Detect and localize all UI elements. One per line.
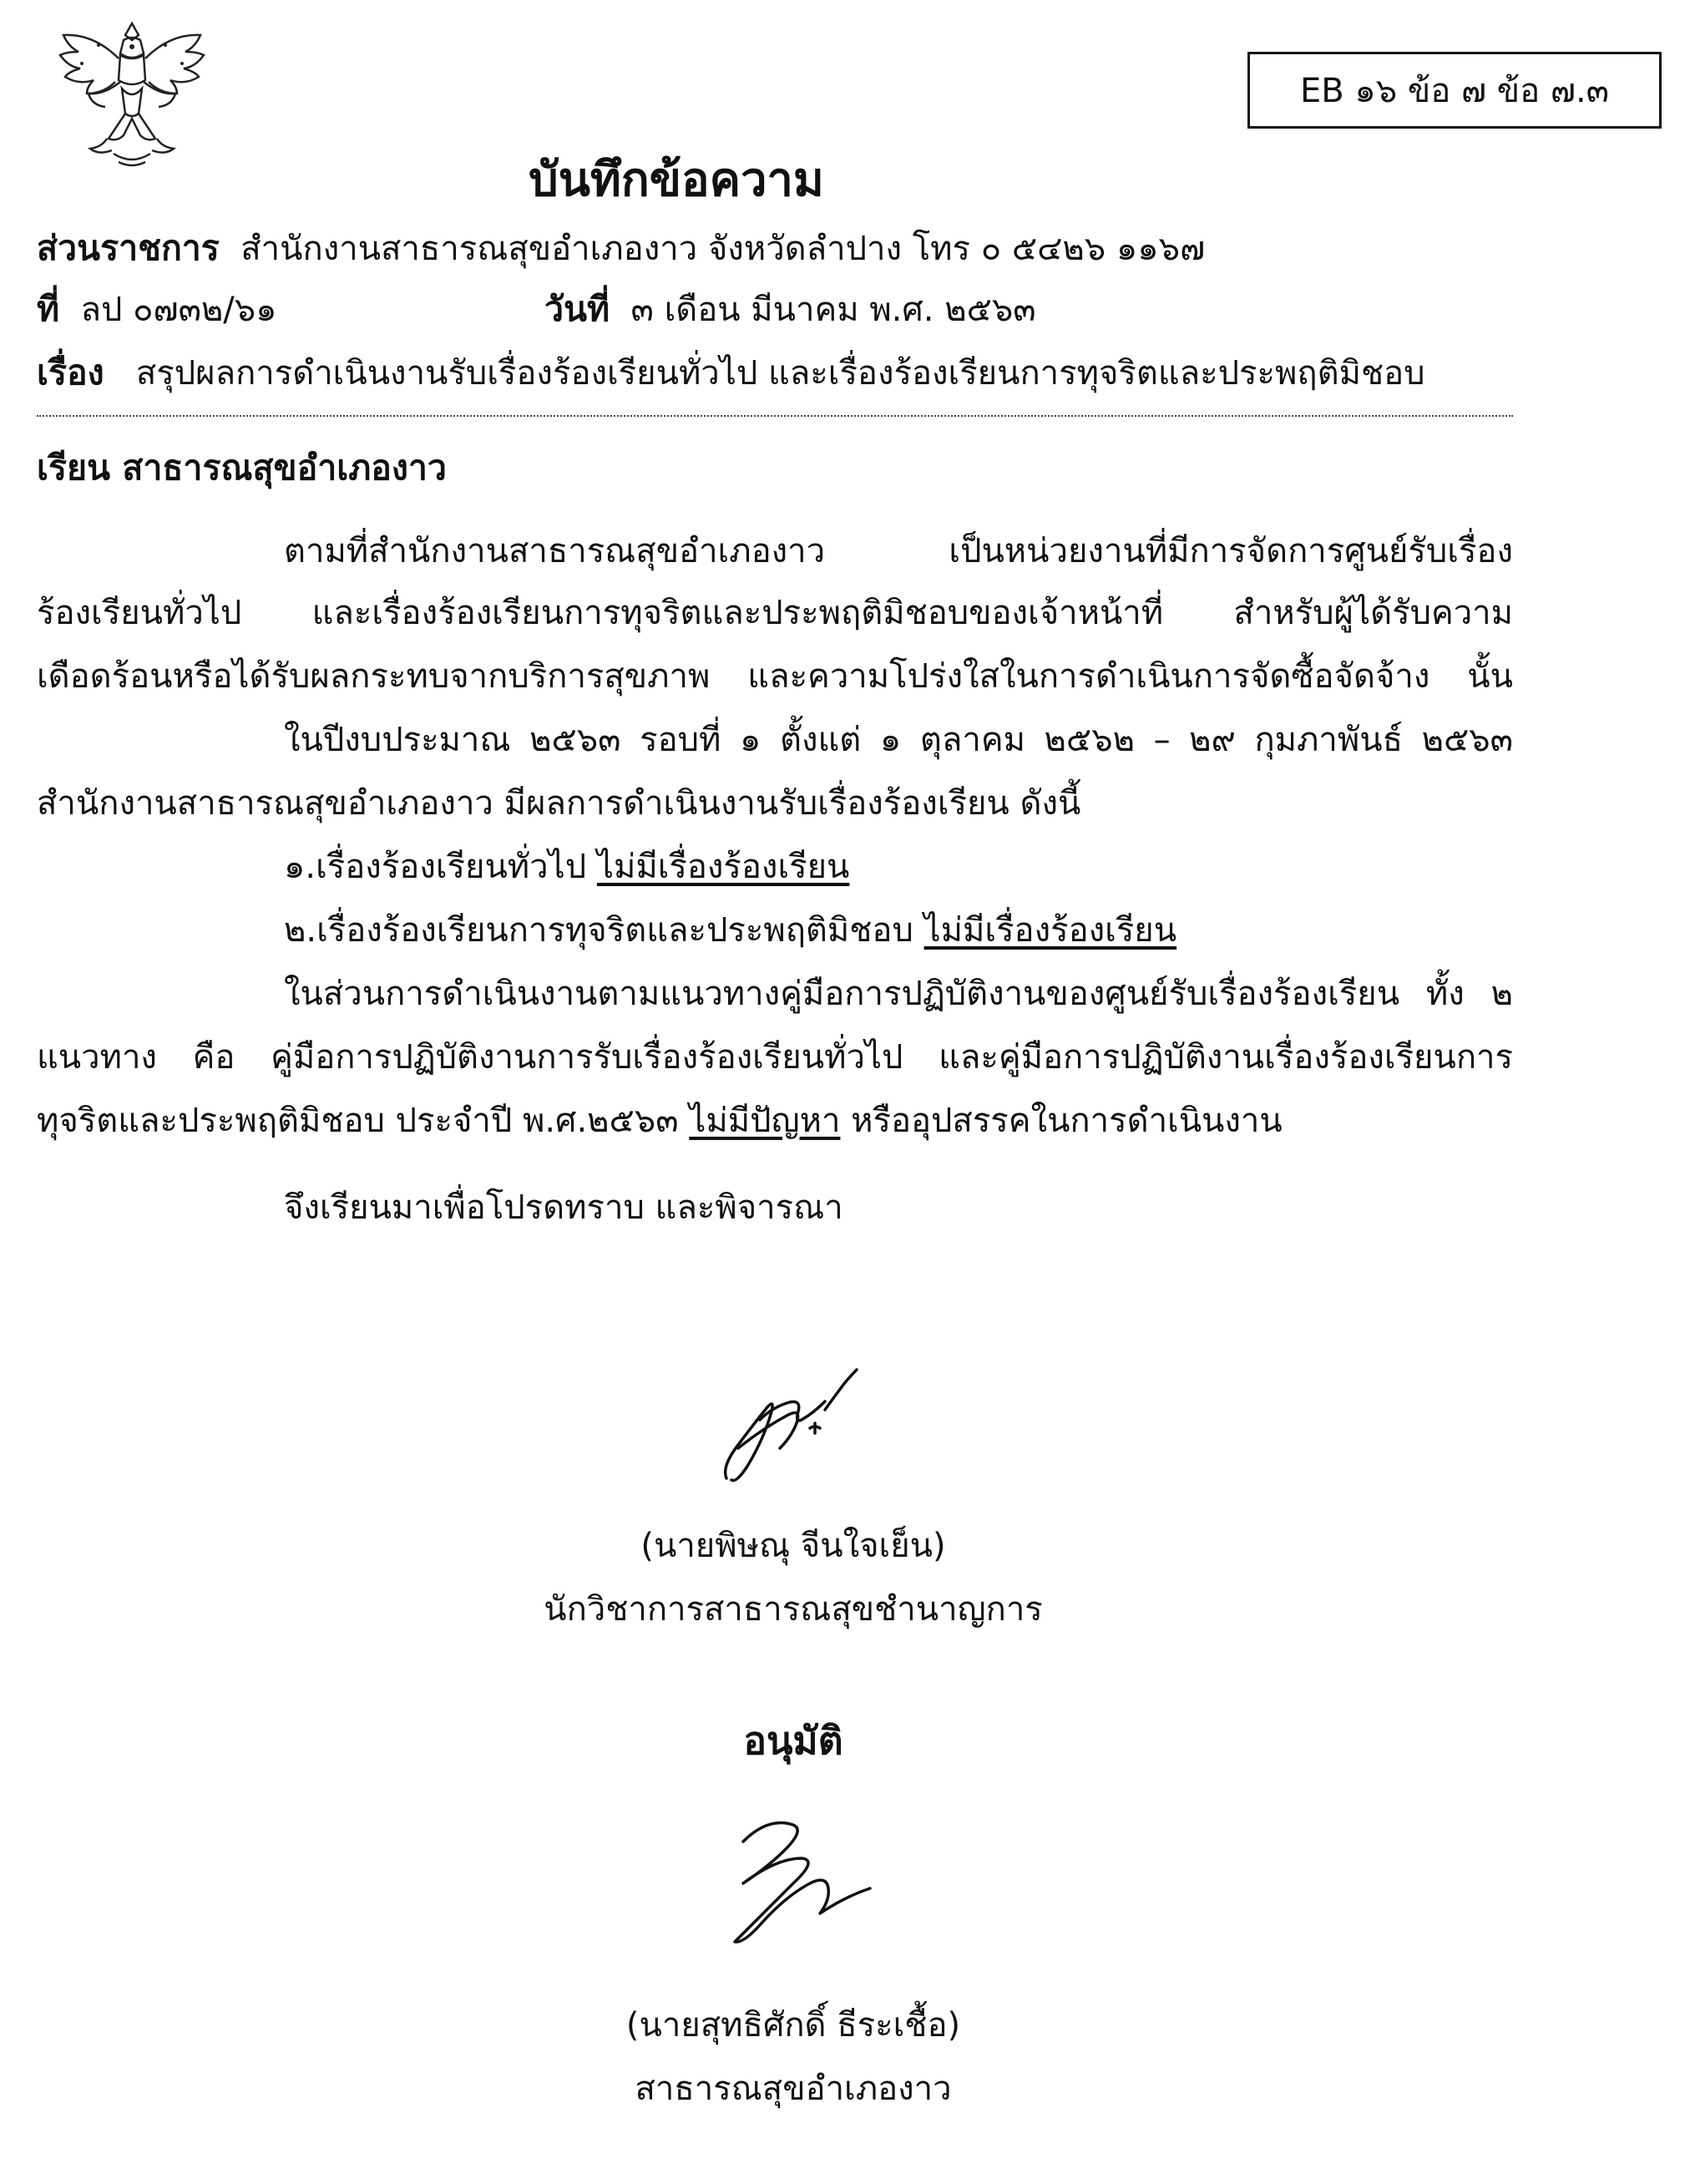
result-item-2-status: ไม่มีเรื่องร้องเรียน bbox=[923, 911, 1177, 950]
subject-row bbox=[37, 346, 1425, 400]
date-row bbox=[544, 282, 1036, 337]
agency-row bbox=[37, 221, 1205, 276]
date-label: วันที่ bbox=[544, 289, 610, 329]
signer-2-name: (นายสุทธิศักดิ์ ธีระเชื้อ) bbox=[625, 2006, 961, 2045]
result-item-1-text: ๑.เรื่องร้องเรียนทั่วไป bbox=[284, 848, 597, 886]
reference-box bbox=[1247, 52, 1662, 129]
body-paragraph-1-line-2: ร้องเรียนทั่วไป และเรื่องร้องเรียนการทุจริตและประพฤติมิชอบของเจ้าหน้าที่ สำหรับผู้ได้รับความ bbox=[37, 594, 1513, 632]
body-paragraph-3-line-1: ในส่วนการดำเนินงานตามแนวทางคู่มือการปฏิบัติงานของศูนย์รับเรื่องร้องเรียน ทั้ง ๒ bbox=[284, 975, 1513, 1013]
body-paragraph-3-line-3-end: หรืออุปสรรคในการดำเนินงาน bbox=[840, 1102, 1283, 1140]
body-paragraph-3-line-3 bbox=[37, 1104, 1513, 1138]
body-paragraph-3-line-2: แนวทาง คือ คู่มือการปฏิบัติงานการรับเรื่องร้องเรียนทั่วไป และคู่มือการปฏิบัติงานเรื่องร้องเรียนการ bbox=[37, 1038, 1513, 1077]
reference-code: EB ๑๖ ข้อ ๗ ข้อ ๗.๓ bbox=[1299, 72, 1610, 110]
result-item-1 bbox=[37, 850, 1513, 884]
result-item-2-text: ๒.เรื่องร้องเรียนการทุจริตและประพฤติมิชอบ bbox=[284, 911, 924, 950]
number-label: ที่ bbox=[37, 289, 60, 329]
agency-label: ส่วนราชการ bbox=[37, 228, 220, 268]
body-paragraph-3-line-3-start: ทุจริตและประพฤติมิชอบ ประจำปี พ.ศ.๒๕๖๓ bbox=[37, 1102, 690, 1140]
signature-2 bbox=[693, 1808, 885, 1959]
closing-line: จึงเรียนมาเพื่อโปรดทราบ และพิจารณา bbox=[284, 1188, 843, 1227]
body-paragraph-2-line-2: สำนักงานสาธารณสุขอำเภองาว มีผลการดำเนินงานรับเรื่องร้องเรียน ดังนี้ bbox=[37, 784, 1081, 823]
signer-1-name: (นายพิษณุ จีนใจเย็น) bbox=[640, 1527, 946, 1565]
subject-value: สรุปผลการดำเนินงานรับเรื่องร้องเรียนทั่วไป และเรื่องร้องเรียนการทุจริตและประพฤติมิชอบ bbox=[135, 354, 1425, 393]
result-item-2 bbox=[37, 911, 1513, 950]
signer-1-position: นักวิชาการสาธารณสุขชำนาญการ bbox=[544, 1590, 1043, 1629]
result-item-1-status: ไม่มีเรื่องร้องเรียน bbox=[596, 848, 850, 886]
signature-1 bbox=[701, 1336, 893, 1495]
date-value: ๓ เดือน มีนาคม พ.ศ. ๒๕๖๓ bbox=[630, 291, 1036, 329]
approval-label: อนุมัติ bbox=[743, 1718, 843, 1763]
body-paragraph-1-line-1: ตามที่สำนักงานสาธารณสุขอำเภองาว เป็นหน่วยงานที่มีการจัดการศูนย์รับเรื่อง bbox=[284, 532, 1513, 570]
document-title: บันทึกข้อความ bbox=[529, 153, 824, 207]
header-divider bbox=[37, 415, 1513, 417]
body-paragraph-2-line-1: ในปีงบประมาณ ๒๕๖๓ รอบที่ ๑ ตั้งแต่ ๑ ตุลาคม ๒๕๖๒ – ๒๙ กุมภาพันธ์ ๒๕๖๓ bbox=[284, 721, 1513, 759]
signer-2-position: สาธารณสุขอำเภองาว bbox=[635, 2070, 952, 2108]
document-number-row bbox=[37, 282, 277, 337]
agency-value: สำนักงานสาธารณสุขอำเภองาว จังหวัดลำปาง โทร ๐ ๕๔๒๖ ๑๑๖๗ bbox=[240, 230, 1206, 268]
no-problem-text: ไม่มีปัญหา bbox=[689, 1102, 841, 1140]
number-value: ลป ๐๗๓๒/๖๑ bbox=[80, 291, 277, 329]
salutation: เรียน สาธารณสุขอำเภองาว bbox=[37, 448, 447, 488]
body-paragraph-1-line-3: เดือดร้อนหรือได้รับผลกระทบจากบริการสุขภาพ และความโปร่งใสในการดำเนินการจัดซื้อจัดจ้าง นั้น bbox=[37, 657, 1513, 696]
subject-label: เรื่อง bbox=[37, 352, 104, 393]
